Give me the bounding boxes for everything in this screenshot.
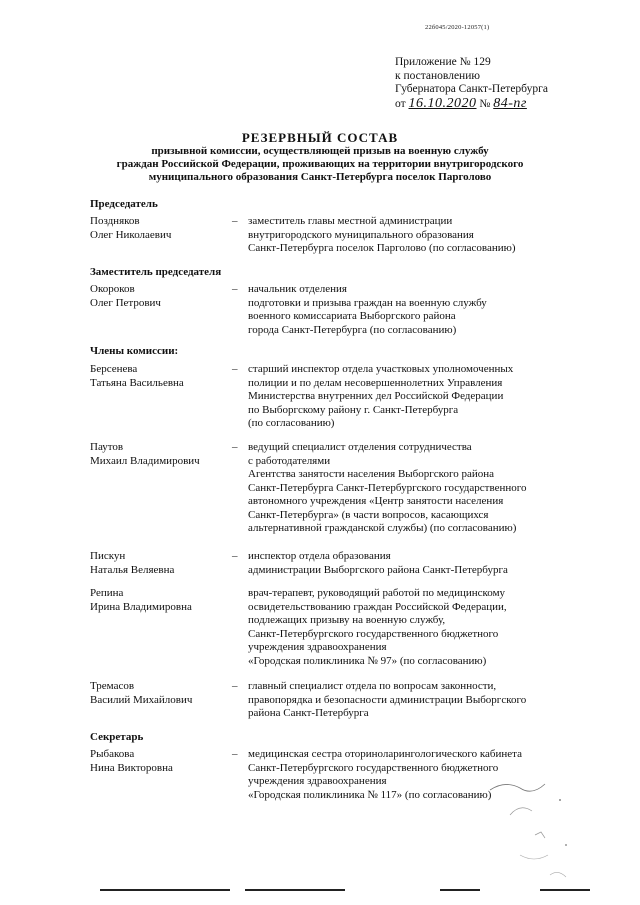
appendix-date-line (395, 97, 548, 112)
position-line: ведущий специалист отделения сотрудничества (248, 441, 472, 453)
dash-separator: – (232, 215, 238, 227)
member-name (90, 363, 230, 390)
position-line: администрации Выборгского района Санкт-Петербурга (248, 563, 508, 576)
number-value: 84-пг (493, 95, 527, 111)
position-line: старший инспектор отдела участковых уполномоченных (248, 363, 514, 375)
position-line: (по согласованию) (248, 417, 335, 429)
appendix-block (395, 56, 548, 111)
subtitle-line: граждан Российской Федерации, проживающих на территории внутригородского (116, 158, 524, 170)
position-line: подлежащих призыву на военную службу, (248, 614, 446, 626)
position-line: правопорядка и безопасности администрации Выборгского (248, 693, 527, 706)
position-line: «Городская поликлиника № 97» (по согласованию) (248, 654, 487, 667)
given-names: Василий Михайлович (90, 693, 193, 706)
position-line: Санкт-Петербурга» (в части вопросов, касающихся (248, 508, 489, 521)
surname: Паутов (90, 441, 124, 453)
document-number: 22б045/2020-12057(1) (425, 24, 490, 31)
dash-separator: – (232, 363, 238, 375)
member-position (248, 363, 598, 431)
position-line: по Выборгскому району г. Санкт-Петербурга (248, 403, 459, 416)
number-prefix: № (479, 97, 491, 110)
position-line: Санкт-Петербурга Санкт-Петербургского государственного (248, 481, 527, 494)
footer-rule (540, 889, 590, 891)
surname: Берсенева (90, 363, 138, 375)
position-line: автономного учреждения «Центр занятости населения (248, 495, 504, 507)
surname: Рыбакова (90, 748, 135, 760)
position-line: главный специалист отдела по вопросам законности, (248, 680, 497, 692)
position-line: подготовки и призыва граждан на военную службу (248, 296, 487, 309)
dash-separator: – (232, 550, 238, 562)
member-position (248, 587, 598, 668)
appendix-line: Губернатора Санкт-Петербурга (395, 83, 548, 95)
surname: Репина (90, 587, 124, 599)
position-line: заместитель главы местной администрации (248, 215, 453, 227)
position-line: района Санкт-Петербурга (248, 707, 369, 719)
given-names: Ирина Владимировна (90, 600, 192, 613)
position-line: Санкт-Петербургского государственного бюджетного (248, 627, 499, 640)
section-chairman: Председатель (90, 198, 158, 210)
position-line: полиции и по делам несовершеннолетних Управления (248, 376, 503, 389)
document-subtitle (100, 145, 540, 184)
surname: Окороков (90, 283, 135, 295)
member-name (90, 550, 230, 577)
stamp-scribble-mark (480, 740, 590, 890)
given-names: Татьяна Васильевна (90, 376, 184, 389)
date-value: 16.10.2020 (408, 95, 477, 111)
position-line: Санкт-Петербурга поселок Парголово (по согласованию) (248, 242, 516, 254)
position-line: Агентства занятости населения Выборгского района (248, 468, 494, 480)
section-members: Члены комиссии: (90, 345, 179, 357)
subtitle-line: муниципального образования Санкт-Петербурга поселок Парголово (148, 171, 492, 183)
given-names: Михаил Владимирович (90, 454, 200, 467)
member-name (90, 587, 230, 614)
section-secretary: Секретарь (90, 731, 144, 743)
position-line: начальник отделения (248, 283, 347, 295)
subtitle-line: призывной комиссии, осуществляющей призыв на военную службу (151, 145, 489, 157)
section-deputy: Заместитель председателя (90, 266, 222, 278)
position-line: города Санкт-Петербурга (по согласованию) (248, 323, 457, 336)
appendix-line: Приложение № 129 (395, 56, 491, 68)
footer-rule (245, 889, 345, 891)
position-line: инспектор отдела образования (248, 550, 391, 562)
position-line: Санкт-Петербургского государственного бюджетного (248, 761, 499, 774)
footer-rule (440, 889, 480, 891)
position-line: врач-терапевт, руководящий работой по медицинскому (248, 587, 506, 599)
position-line: учреждения здравоохранения (248, 775, 387, 787)
position-line: освидетельствованию граждан Российской Федерации, (248, 600, 507, 613)
dash-separator: – (232, 441, 238, 453)
given-names: Олег Петрович (90, 296, 161, 309)
member-position (248, 441, 598, 536)
member-name (90, 441, 230, 468)
document-title: РЕЗЕРВНЫЙ СОСТАВ (241, 130, 399, 145)
member-position (248, 550, 598, 577)
member-position (248, 680, 598, 721)
dash-separator: – (232, 283, 238, 295)
surname: Поздняков (90, 215, 140, 227)
member-name (90, 680, 230, 707)
surname: Тремасов (90, 680, 135, 692)
position-line: Министерства внутренних дел Российской Федерации (248, 390, 504, 402)
given-names: Наталья Веляевна (90, 563, 175, 576)
dash-separator: – (232, 748, 238, 760)
position-line: «Городская поликлиника № 117» (по согласованию) (248, 788, 492, 801)
surname: Пискун (90, 550, 126, 562)
position-line: альтернативной гражданской службы) (по согласованию) (248, 522, 517, 534)
position-line: учреждения здравоохранения (248, 641, 387, 653)
given-names: Олег Николаевич (90, 228, 172, 241)
member-name (90, 748, 230, 775)
member-name (90, 283, 230, 310)
member-name (90, 215, 230, 242)
member-position (248, 215, 598, 256)
date-prefix: от (395, 97, 406, 110)
footer-rule (100, 889, 230, 891)
given-names: Нина Викторовна (90, 761, 173, 774)
appendix-line: к постановлению (395, 69, 480, 82)
dash-separator: – (232, 680, 238, 692)
member-position (248, 283, 598, 337)
position-line: медицинская сестра оториноларингологического кабинета (248, 748, 522, 760)
position-line: внутригородского муниципального образования (248, 228, 474, 241)
position-line: с работодателями (248, 454, 331, 467)
position-line: военного комиссариата Выборгского района (248, 310, 456, 322)
